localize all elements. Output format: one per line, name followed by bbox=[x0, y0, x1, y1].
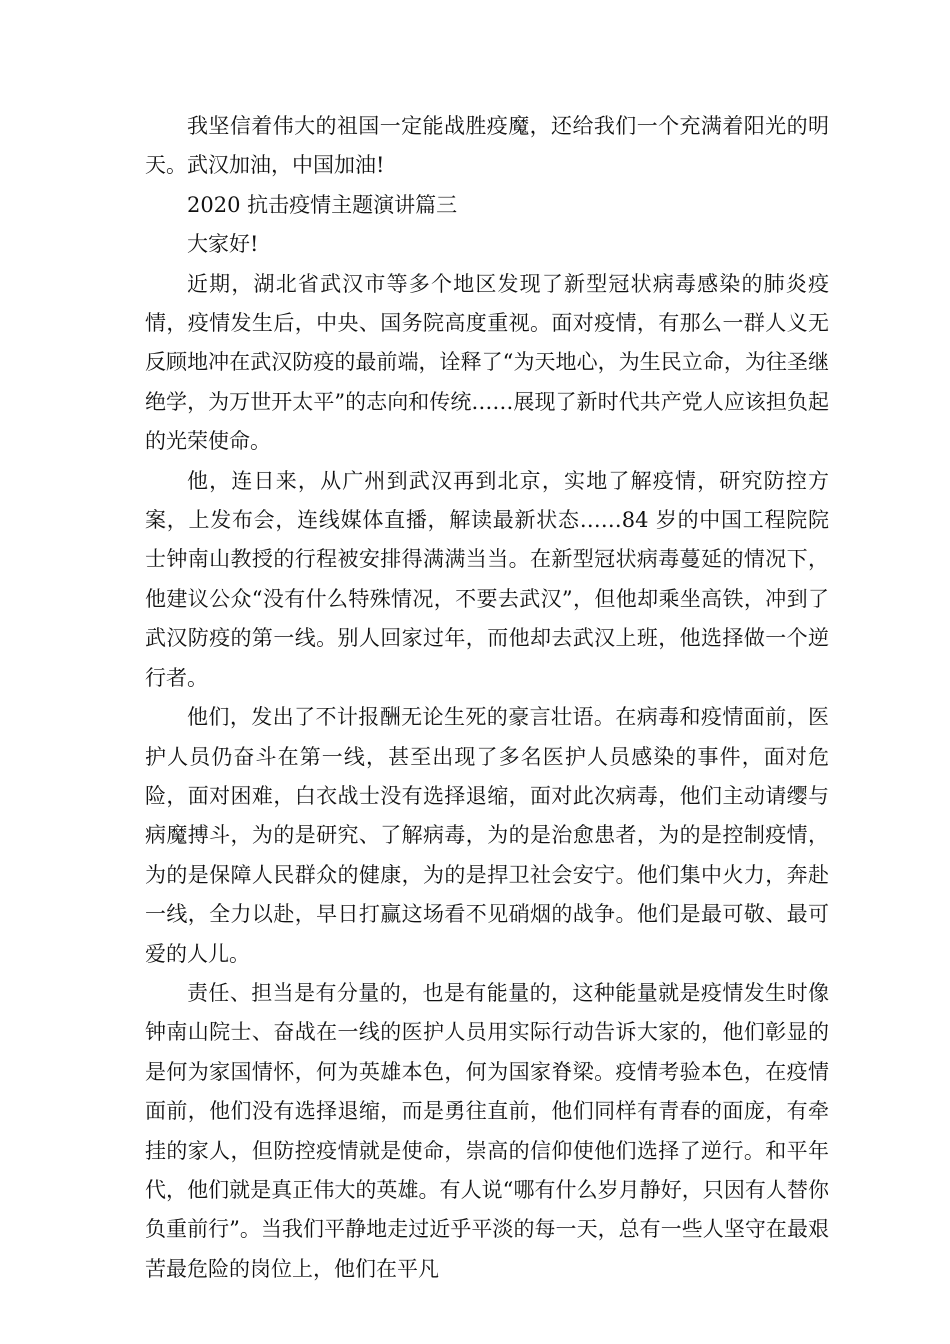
section-heading: 2020 抗击疫情主题演讲篇三 bbox=[187, 192, 458, 217]
paragraph-intro: 近期，湖北省武汉市等多个地区发现了新型冠状病毒感染的肺炎疫情，疫情发生后，中央、国务院高度重视。面对疫情，有那么一群人义无反顾地冲在武汉防疫的最前端，诠释了“为天地心，为生民立命，为往圣继绝学，为万世开太平”的志向和传统……展现了新时代共产党人应该担负起的光荣使命。 bbox=[145, 271, 829, 454]
paragraph-responsibility: 责任、担当是有分量的，也是有能量的，这种能量就是疫情发生时像钟南山院士、奋战在一线的医护人员用实际行动告诉大家的，他们彰显的是何为家国情怀，何为英雄本色，何为国家脊梁。疫情考验本色，在疫情面前，他们没有选择退缩，而是勇往直前，他们同样有青春的面庞，有牵挂的家人，但防控疫情就是使命，崇高的信仰使他们选择了逆行。和平年代，他们就是真正伟大的英雄。有人说“哪有什么岁月静好，只因有人替你负重前行”。当我们平静地走过近乎平淡的每一天，总有一些人坚守在最艰苦最危险的岗位上，他们在平凡 bbox=[145, 980, 829, 1281]
paragraph-zhong-nanshan: 他，连日来，从广州到武汉再到北京，实地了解疫情，研究防控方案，上发布会，连线媒体直播，解读最新状态……84 岁的中国工程院院士钟南山教授的行程被安排得满满当当。在新型冠状病毒蔓延的情况下，他建议公众“没有什么特殊情况，不要去武汉”，但他却乘坐高铁，冲到了武汉防疫的第一线。别人回家过年，而他却去武汉上班，他选择做一个逆行者。 bbox=[145, 468, 829, 690]
document-body bbox=[145, 107, 829, 1289]
paragraph-closing-wish: 我坚信着伟大的祖国一定能战胜疫魔，还给我们一个充满着阳光的明天。武汉加油，中国加油! bbox=[145, 114, 829, 178]
paragraph-medical-staff: 他们，发出了不计报酬无论生死的豪言壮语。在病毒和疫情面前，医护人员仍奋斗在第一线，甚至出现了多名医护人员感染的事件，面对危险，面对困难，白衣战士没有选择退缩，面对此次病毒，他们主动请缨与病魔搏斗，为的是研究、了解病毒，为的是治愈患者，为的是控制疫情，为的是保障人民群众的健康，为的是捍卫社会安宁。他们集中火力，奔赴一线，全力以赴，早日打赢这场看不见硝烟的战争。他们是最可敬、最可爱的人儿。 bbox=[145, 705, 829, 966]
paragraph-greeting: 大家好! bbox=[187, 232, 259, 257]
